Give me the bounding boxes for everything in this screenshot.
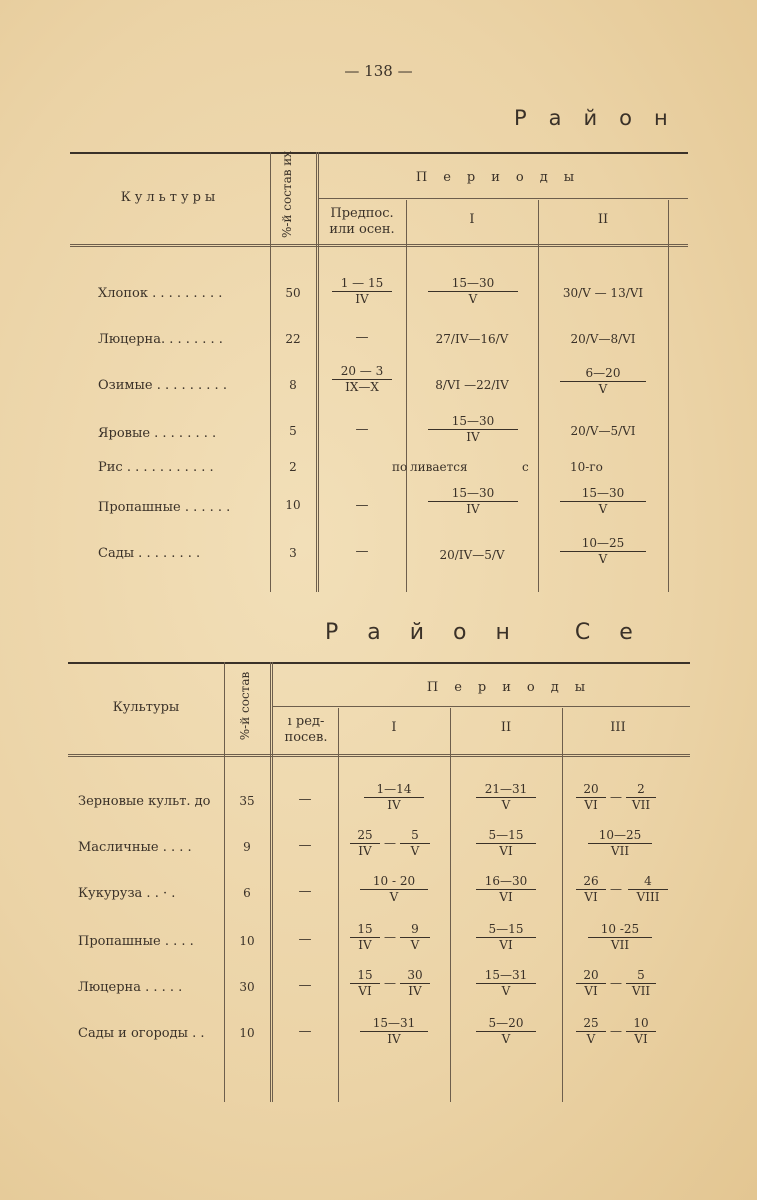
- row-name: Озимые . . . . . . . . .: [98, 378, 227, 393]
- col-periods-header: Периоды: [415, 170, 591, 185]
- col-pre-header: ı ред- посев.: [284, 714, 328, 745]
- row-name: Хлопок . . . . . . . . .: [98, 286, 223, 301]
- p1-fraction: $\frac{15—31}{IV}$: [360, 1016, 428, 1047]
- row-pct: 50: [285, 286, 301, 300]
- p1-fraction: $\frac{15—30}{V}$: [428, 276, 518, 307]
- pre-fraction: $\frac{20 — 3}{IX—X}$: [332, 364, 392, 395]
- row-name: Яровые . . . . . . . .: [98, 426, 217, 441]
- col-III-header: III: [610, 720, 626, 735]
- pre-dash: —: [298, 1024, 312, 1039]
- row-name: Люцерна. . . . . . . .: [98, 332, 223, 347]
- row-name: Пропашные . . . .: [78, 934, 194, 949]
- span-text-d: 10-го: [570, 460, 603, 474]
- p3-fraction: 10 -25 VII: [588, 922, 652, 953]
- row-pct: 9: [243, 840, 251, 854]
- row-pct: 10: [285, 498, 301, 512]
- row-pct: 3: [289, 546, 297, 560]
- row-pct: 30: [239, 980, 255, 994]
- p2-value: 20/V—8/VI: [570, 332, 636, 346]
- p1-fraction: $\frac{1—14}{IV}$: [364, 782, 424, 813]
- row-pct: 22: [285, 332, 301, 346]
- row-name: Кукуруза . . · .: [78, 886, 176, 901]
- p3-pair: 25 V — 10 VI: [576, 1016, 666, 1048]
- pre-dash: —: [355, 544, 369, 559]
- pre-dash: —: [355, 422, 369, 437]
- row-pct: 10: [239, 934, 255, 948]
- p1-value: 20/IV—5/V: [439, 548, 505, 562]
- p1-fraction: $\frac{15—30}{IV}$: [428, 486, 518, 517]
- pre-dash: —: [355, 498, 369, 513]
- p1-fraction: $\frac{15—30}{IV}$: [428, 414, 518, 445]
- p3-pair: 26 VI — 4 VIII: [576, 874, 672, 906]
- col-percent-header: %-й состав: [238, 671, 252, 741]
- col-II-header: II: [500, 720, 512, 735]
- table2: [68, 662, 690, 1102]
- p2-fraction: $\frac{6—20}{V}$: [560, 366, 646, 397]
- row-pct: 5: [289, 424, 297, 438]
- p2-fraction: $\frac{15—30}{V}$: [560, 486, 646, 517]
- pre-dash: —: [298, 932, 312, 947]
- pre-dash: —: [298, 978, 312, 993]
- row-name: Сады и огороды . .: [78, 1026, 205, 1041]
- col-II-header: II: [597, 212, 609, 227]
- pre-fraction: $\frac{1 — 15}{IV}$: [332, 276, 392, 307]
- p2-fraction: $\frac{15—31}{V}$: [476, 968, 536, 999]
- page-number: — 138 —: [344, 62, 413, 80]
- p1-value: 27/IV—16/V: [435, 332, 509, 346]
- col-periods-header: Периоды: [426, 680, 602, 695]
- row-pct: 2: [289, 460, 297, 474]
- row-name: Масличные . . . .: [78, 840, 192, 855]
- p3-pair: 20 VI — 2 VII: [576, 782, 666, 814]
- table1: [70, 152, 688, 592]
- p1-fraction: $\frac{10 - 20}{V}$: [360, 874, 428, 905]
- p1-pair: 15 IV — 9 V: [350, 922, 440, 954]
- span-text-a: по: [392, 460, 408, 474]
- p2-fraction: $\frac{5—20}{V}$: [476, 1016, 536, 1047]
- p2-fraction: $\frac{5—15}{VI}$: [476, 922, 536, 953]
- row-name: Пропашные . . . . . .: [98, 500, 231, 515]
- p2-fraction: $\frac{16—30}{VI}$: [476, 874, 536, 905]
- row-name: Рис . . . . . . . . . . .: [98, 460, 214, 475]
- col-I-header: I: [469, 212, 475, 227]
- col-culture-header: Культуры: [112, 700, 180, 715]
- row-name: Сады . . . . . . . .: [98, 546, 201, 561]
- pre-dash: —: [355, 330, 369, 345]
- col-culture-header: Культуры: [120, 190, 220, 205]
- p3-pair: 20 VI — 5 VII: [576, 968, 666, 1000]
- table1-title: Район: [514, 106, 690, 130]
- p3-fraction: 10—25 VII: [588, 828, 652, 859]
- col-I-header: I: [391, 720, 397, 735]
- table2-title: Район Се: [325, 620, 662, 645]
- row-name: Люцерна . . . . .: [78, 980, 183, 995]
- pre-dash: —: [298, 838, 312, 853]
- p1-pair: 25 IV — 5 V: [350, 828, 440, 860]
- row-name: Зерновые культ. до: [78, 794, 211, 809]
- span-text-c: с: [522, 460, 529, 474]
- pre-dash: —: [298, 884, 312, 899]
- span-text-b: ливается: [410, 460, 468, 474]
- pre-dash: —: [298, 792, 312, 807]
- p1-value: 8/VI —22/IV: [435, 378, 509, 392]
- col-pre-header: Предпос. или осен.: [329, 206, 395, 237]
- row-pct: 35: [239, 794, 255, 808]
- p1-pair: 15 VI — 30 IV: [350, 968, 440, 1000]
- row-pct: 8: [289, 378, 297, 392]
- p2-fraction: $\frac{10—25}{V}$: [560, 536, 646, 567]
- p2-fraction: $\frac{5—15}{VI}$: [476, 828, 536, 859]
- p2-value: 20/V—5/VI: [570, 424, 636, 438]
- p2-value: 30/V — 13/VI: [562, 286, 644, 300]
- p2-fraction: $\frac{21—31}{V}$: [476, 782, 536, 813]
- row-pct: 6: [243, 886, 251, 900]
- row-pct: 10: [239, 1026, 255, 1040]
- col-percent-header: %-й состав их: [280, 150, 294, 238]
